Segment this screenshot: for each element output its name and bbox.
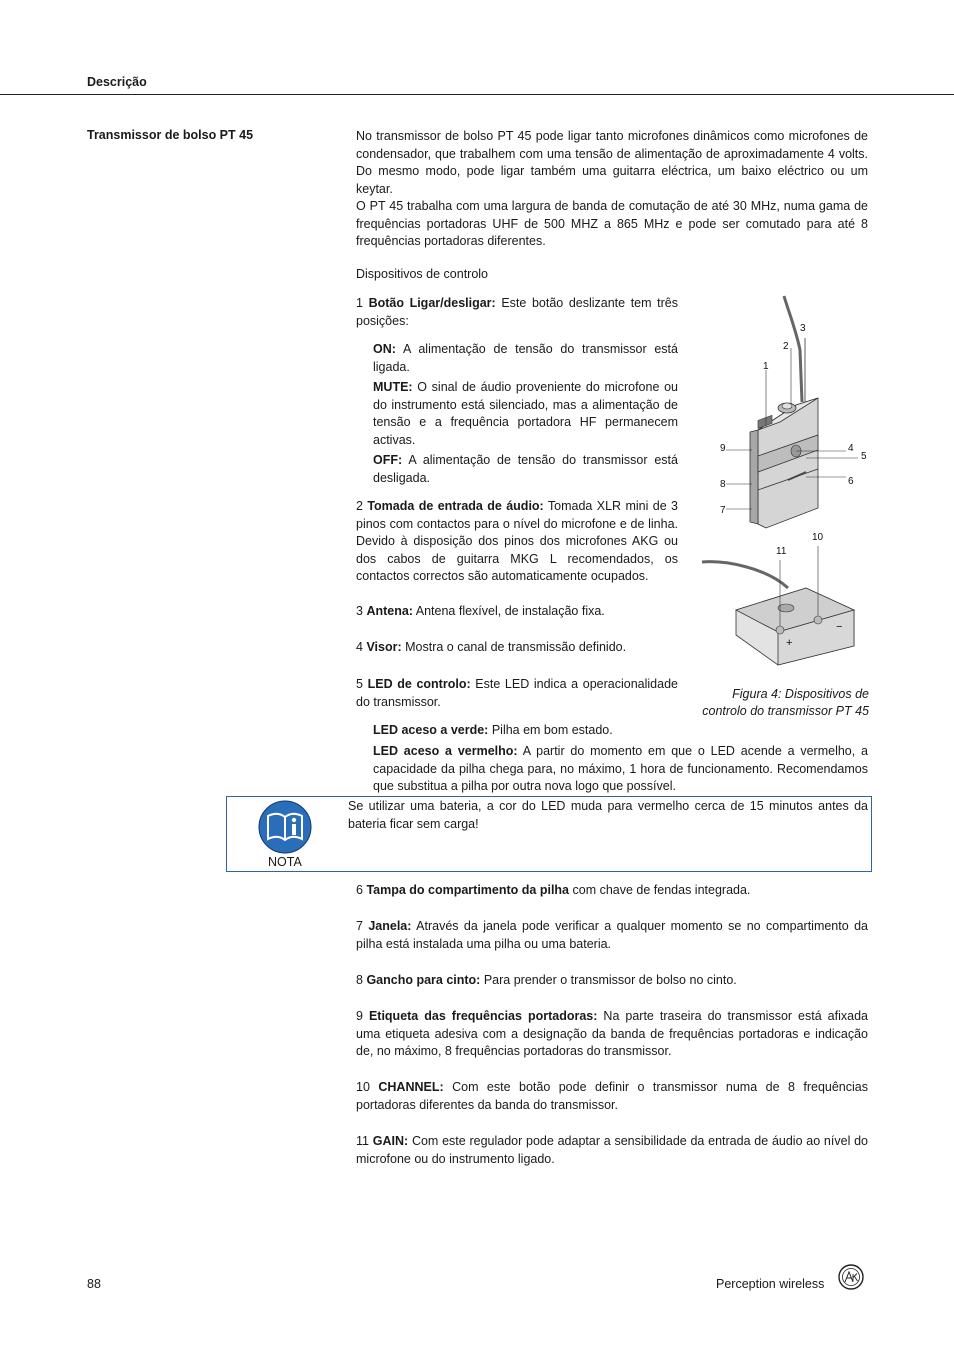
item-9 — [356, 1008, 868, 1061]
item-6 — [356, 882, 868, 900]
item-number: 6 — [356, 883, 363, 897]
item-text: Com este regulador pode adaptar a sensibilidade da entrada de áudio ao nível do microfone ou do instrumento ligado. — [356, 1134, 868, 1166]
item-7 — [356, 918, 868, 953]
item-1-mute — [373, 379, 678, 449]
sub-term: ON: — [373, 342, 396, 356]
note-text: Se utilizar uma bateria, a cor do LED muda para vermelho cerca de 15 minutos antes da bateria ficar sem carga! — [348, 799, 868, 831]
item-text: Antena flexível, de instalação fixa. — [415, 604, 605, 618]
callout-2: 2 — [783, 341, 789, 352]
item-number: 7 — [356, 919, 363, 933]
callout-7: 7 — [720, 505, 726, 516]
item-text: Com este botão pode definir o transmissor numa de 8 frequências portadoras diferentes da banda do transmissor. — [356, 1080, 868, 1112]
item-text: Este LED indica a operacionalidade do transmissor. — [356, 677, 678, 709]
item-term: LED de controlo: — [367, 677, 471, 691]
sub-text: Pilha em bom estado. — [491, 723, 613, 737]
item-text: Tomada XLR mini de 3 pinos com contactos para o nível do microfone e de linha. Devido à disposição dos pinos dos microfones AKG ou dos cabos de guitarra MKG L recomendados, os contactos correctos são automaticamente ocupados. — [356, 499, 678, 583]
item-11 — [356, 1133, 868, 1168]
intro-paragraph-2: O PT 45 trabalha com uma largura de banda de comutação de até 30 MHz, numa gama de frequências portadoras UHF de 500 MHZ a 865 MHz e pode ser comutado para até 8 frequências portadoras diferentes. — [356, 199, 868, 248]
controls-heading: Dispositivos de controlo — [356, 267, 489, 281]
callout-9: 9 — [720, 443, 726, 454]
item-number: 10 — [356, 1080, 370, 1094]
page-number: 88 — [87, 1277, 101, 1291]
header-rule — [0, 94, 954, 95]
caption-line-2: controlo do transmissor PT 45 — [702, 704, 869, 718]
item-number: 3 — [356, 604, 363, 618]
footer-title: Perception wireless — [716, 1277, 825, 1291]
item-number: 8 — [356, 973, 363, 987]
sub-term: OFF: — [373, 453, 403, 467]
item-4 — [356, 639, 678, 657]
item-number: 1 — [356, 296, 363, 310]
item-text: com chave de fendas integrada. — [572, 883, 751, 897]
callout-11: 11 — [776, 546, 787, 557]
sub-text: A alimentação de tensão do transmissor está ligada. — [373, 342, 678, 374]
sub-term: LED aceso a verde: — [373, 723, 489, 737]
item-text: Mostra o canal de transmissão definido. — [405, 640, 627, 654]
callout-1: 1 — [763, 361, 769, 372]
sub-text: O sinal de áudio proveniente do microfone ou do instrumento está silenciado, mas a alimentação de tensão e a frequência portadora HF permanecem activas. — [373, 380, 678, 447]
info-manual-icon — [258, 800, 312, 854]
item-term: Etiqueta das frequências portadoras: — [368, 1009, 598, 1023]
item-term: Gancho para cinto: — [366, 973, 481, 987]
item-3 — [356, 603, 678, 621]
item-number: 4 — [356, 640, 363, 654]
item-2 — [356, 498, 678, 586]
akg-logo-icon — [838, 1264, 864, 1290]
callout-8: 8 — [720, 479, 726, 490]
item-term: GAIN: — [372, 1134, 409, 1148]
item-text: Na parte traseira do transmissor está afixada uma etiqueta adesiva com a designação da banda de frequências portadoras e indicação de, no máximo, 8 frequências portadoras do transmissor. — [356, 1009, 868, 1058]
item-term: Janela: — [368, 919, 412, 933]
item-8 — [356, 972, 868, 990]
callout-4: 4 — [848, 443, 854, 454]
item-1 — [356, 295, 678, 330]
sub-term: MUTE: — [373, 380, 413, 394]
sub-term: LED aceso a vermelho: — [373, 744, 518, 758]
item-1-on — [373, 341, 678, 376]
item-number: 5 — [356, 677, 363, 691]
item-10 — [356, 1079, 868, 1114]
polarity-plus: + — [786, 637, 793, 649]
section-header: Descrição — [87, 75, 147, 89]
callout-5: 5 — [861, 451, 867, 462]
intro-paragraph-1: No transmissor de bolso PT 45 pode ligar tanto microfones dinâmicos como microfones de condensador, que trabalhem com uma tensão de alimentação de aproximadamente 4 volts. Do mesmo modo, pode ligar também uma guitarra eléctrica, um baixo eléctrico ou um keytar. — [356, 129, 868, 196]
callout-3: 3 — [800, 323, 806, 334]
item-term: Visor: — [366, 640, 402, 654]
polarity-minus: − — [836, 621, 843, 633]
item-5-green — [373, 722, 868, 740]
item-term: CHANNEL: — [378, 1080, 444, 1094]
note-label: NOTA — [268, 855, 302, 869]
item-text: Através da janela pode verificar a qualquer momento se no compartimento da pilha está instalada uma pilha ou uma bateria. — [356, 919, 868, 951]
side-title: Transmissor de bolso PT 45 — [87, 128, 254, 142]
item-number: 11 — [356, 1134, 369, 1148]
item-1-off — [373, 452, 678, 487]
transmitter-figure — [696, 290, 876, 675]
caption-line-1: Figura 4: Dispositivos de — [732, 687, 869, 701]
figure-caption — [690, 686, 869, 720]
item-term: Antena: — [366, 604, 413, 618]
item-5-red — [373, 743, 868, 796]
sub-text: A alimentação de tensão do transmissor está desligada. — [373, 453, 678, 485]
item-number: 9 — [356, 1009, 363, 1023]
item-term: Botão Ligar/desligar: — [368, 296, 496, 310]
callout-6: 6 — [848, 476, 854, 487]
sub-text: A partir do momento em que o LED acende a vermelho, a capacidade da pilha chega para, no máximo, 1 hora de funcionamento. Recomendamos que substitua a pilha por outra nova logo que possível. — [373, 744, 868, 793]
item-text: Para prender o transmissor de bolso no cinto. — [483, 973, 737, 987]
item-number: 2 — [356, 499, 363, 513]
item-term: Tomada de entrada de áudio: — [367, 499, 544, 513]
item-text: Este botão deslizante tem três posições: — [356, 296, 678, 328]
callout-10: 10 — [812, 532, 824, 543]
item-5 — [356, 676, 678, 711]
item-term: Tampa do compartimento da pilha — [366, 883, 570, 897]
